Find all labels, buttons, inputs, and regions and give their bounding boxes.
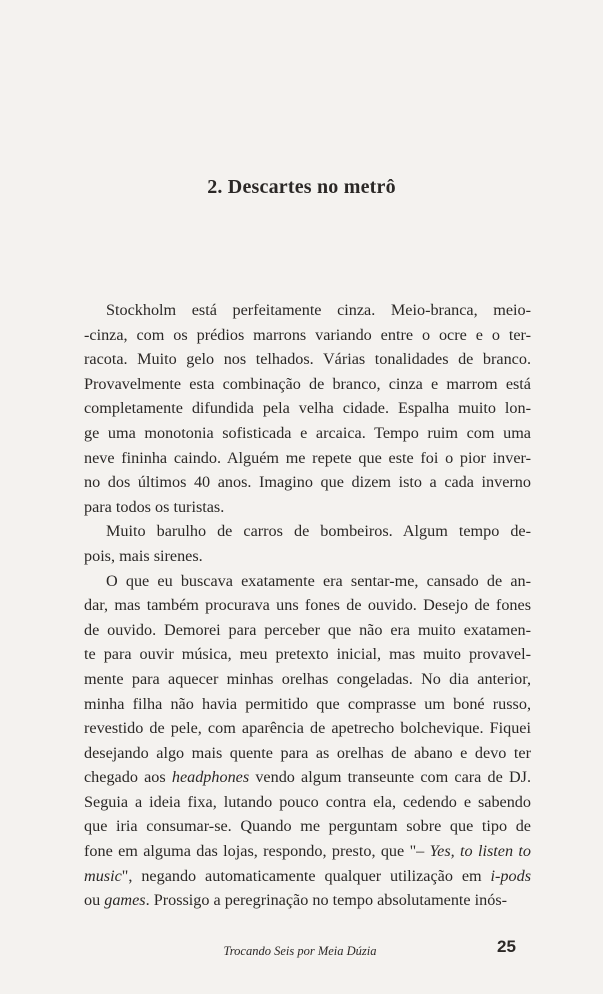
text-line: revestido de pele, com aparência de apetrecho bolchevique. Fiquei [84, 719, 531, 738]
text-line: Seguia a ideia fixa, lutando pouco contra ela, cedendo e sabendo [84, 792, 531, 811]
text-line: te para ouvir música, meu pretexto inicial, mas muito provavel- [84, 645, 531, 664]
text-line: racota. Muito gelo nos telhados. Várias tonalidades de branco. [84, 350, 531, 369]
text-line: mente para aquecer minhas orelhas congeladas. No dia anterior, [84, 669, 531, 688]
text-line: fone em alguma das lojas, respondo, presto, que "– Yes, to listen to [84, 842, 531, 861]
paragraph [84, 519, 531, 568]
body-text [84, 298, 531, 913]
text-line: dar, mas também procurava uns fones de ouvido. Desejo de fones [84, 596, 531, 615]
paragraph [84, 298, 531, 519]
text-line: no dos últimos 40 anos. Imagino que dizem isto a cada inverno [84, 473, 531, 492]
page-number: 25 [497, 937, 516, 956]
text-line: Provavelmente esta combinação de branco, cinza e marrom está [84, 374, 531, 393]
text-line: Stockholm está perfeitamente cinza. Meio-branca, meio- [106, 301, 531, 319]
text-line: completamente difundida pela velha cidade. Espalha muito lon- [84, 399, 531, 418]
text-line: music", negando automaticamente qualquer utilização em i-pods [84, 866, 531, 885]
text-line: de ouvido. Demorei para perceber que não era muito exatamen- [84, 620, 531, 639]
text-line: ou games. Prossigo a peregrinação no tempo absolutamente inós- [84, 891, 508, 910]
running-footer-title: Trocando Seis por Meia Dúzia [223, 944, 377, 958]
text-line: Muito barulho de carros de bombeiros. Algum tempo de- [106, 522, 531, 541]
text-line: que iria consumar-se. Quando me perguntam sobre que tipo de [84, 817, 531, 836]
text-line: -cinza, com os prédios marrons variando entre o ocre e o ter- [84, 325, 531, 344]
text-line: neve fininha caindo. Alguém me repete que este foi o pior inver- [84, 448, 531, 467]
text-line: ge uma monotonia sofisticada e arcaica. Tempo ruim com uma [84, 423, 531, 442]
chapter-title: 2. Descartes no metrô [207, 176, 396, 198]
text-line: para todos os turistas. [84, 497, 225, 516]
text-line: chegado aos headphones vendo algum transeunte com cara de DJ. [84, 768, 531, 787]
text-line: pois, mais sirenes. [84, 546, 203, 565]
text-line: O que eu buscava exatamente era sentar-me, cansado de an- [106, 571, 531, 590]
paragraph [84, 569, 531, 913]
text-line: desejando algo mais quente para as orelhas de abano e devo ter [84, 743, 531, 762]
text-line: minha filha não havia permitido que comprasse um boné russo, [84, 694, 531, 713]
